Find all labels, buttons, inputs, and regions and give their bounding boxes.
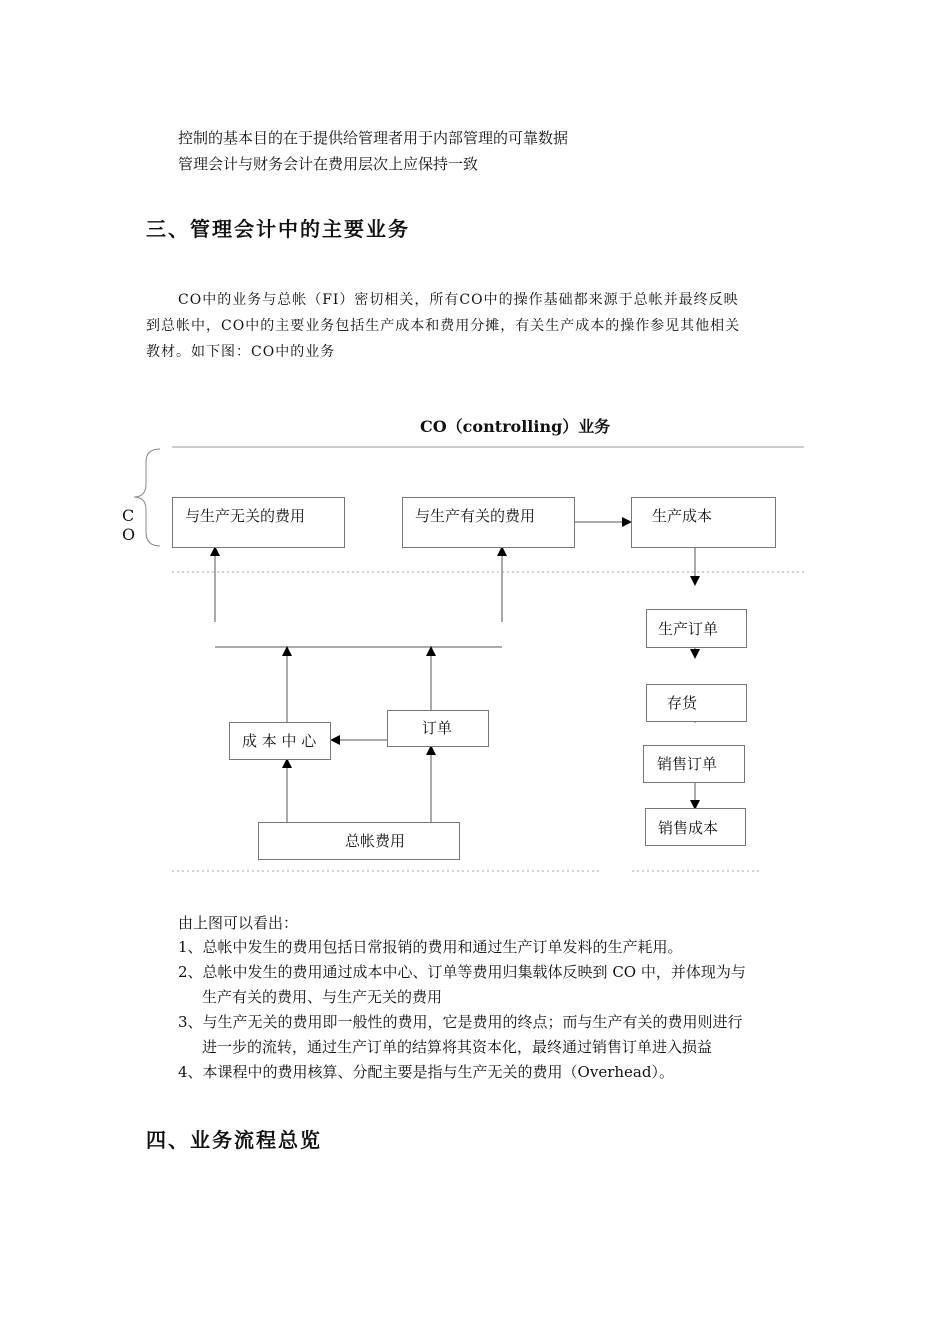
observations-lead: 由上图可以看出： [178,914,299,932]
box-order [387,710,489,747]
observation-num: 3、 [178,1013,203,1031]
box-sales-order [643,745,745,783]
observation-item-3-cont: 进一步的流转，通过生产订单的结算将其资本化，最终通过销售订单进入损益 [202,1038,713,1056]
section-3-heading: 三、管理会计中的主要业务 [146,217,410,241]
observation-item-4 [178,1060,674,1085]
observation-text: 本课程中的费用核算、分配主要是指与生产无关的费用（Overhead）。 [202,1063,674,1081]
observation-num: 1、 [178,938,203,956]
intro-line-2: 到总帐中，CO中的主要业务包括生产成本和费用分摊，有关生产成本的操作参见其他相关 [146,318,741,334]
box-sales-order-label: 销售订单 [657,755,718,773]
observation-item-2 [178,960,746,985]
box-gl-expense-label: 总帐费用 [345,832,406,850]
intro-line-1: CO中的业务与总帐（FI）密切相关，所有CO中的操作基础都来源于总帐并最终反映 [178,292,739,308]
box-unrelated-cost-label: 与生产无关的费用 [185,507,306,525]
intro-line-3: 教材。如下图：CO中的业务 [146,344,336,360]
box-order-label: 订单 [422,719,453,737]
co-side-label [122,506,135,544]
text-line-2: 管理会计与财务会计在费用层次上应保持一致 [178,155,479,173]
observation-item-2-cont: 生产有关的费用、与生产无关的费用 [202,988,443,1006]
box-sales-cost-label: 销售成本 [658,819,719,837]
diagram-title: CO（controlling）业务 [420,417,611,436]
observation-text: 与生产无关的费用即一般性的费用，它是费用的终点；而与生产有关的费用则进行 [202,1013,743,1031]
box-production-cost [631,497,776,548]
box-sales-cost [645,808,746,846]
box-related-cost-label: 与生产有关的费用 [415,507,536,525]
observation-item-3 [178,1010,743,1035]
box-inventory [646,684,747,722]
co-side-label-c: C [122,506,135,525]
text-line-1: 控制的基本目的在于提供给管理者用于内部管理的可靠数据 [178,129,569,147]
box-unrelated-cost [172,497,345,548]
box-inventory-label: 存货 [667,694,698,712]
observation-text: 总帐中发生的费用包括日常报销的费用和通过生产订单发料的生产耗用。 [202,938,683,956]
box-production-cost-label: 生产成本 [652,507,713,525]
box-gl-expense [258,822,460,860]
box-production-order [646,609,747,648]
observation-item-1 [178,935,683,960]
box-cost-center [229,722,331,760]
observation-num: 2、 [178,963,203,981]
section-4-heading: 四、业务流程总览 [146,1128,322,1152]
observation-num: 4、 [178,1063,203,1081]
box-cost-center-label: 成 本 中 心 [242,732,317,750]
box-production-order-label: 生产订单 [658,620,719,638]
co-side-label-o: O [122,525,136,544]
box-related-cost [402,497,575,548]
observation-text: 总帐中发生的费用通过成本中心、订单等费用归集载体反映到 CO 中，并体现为与 [202,963,746,981]
